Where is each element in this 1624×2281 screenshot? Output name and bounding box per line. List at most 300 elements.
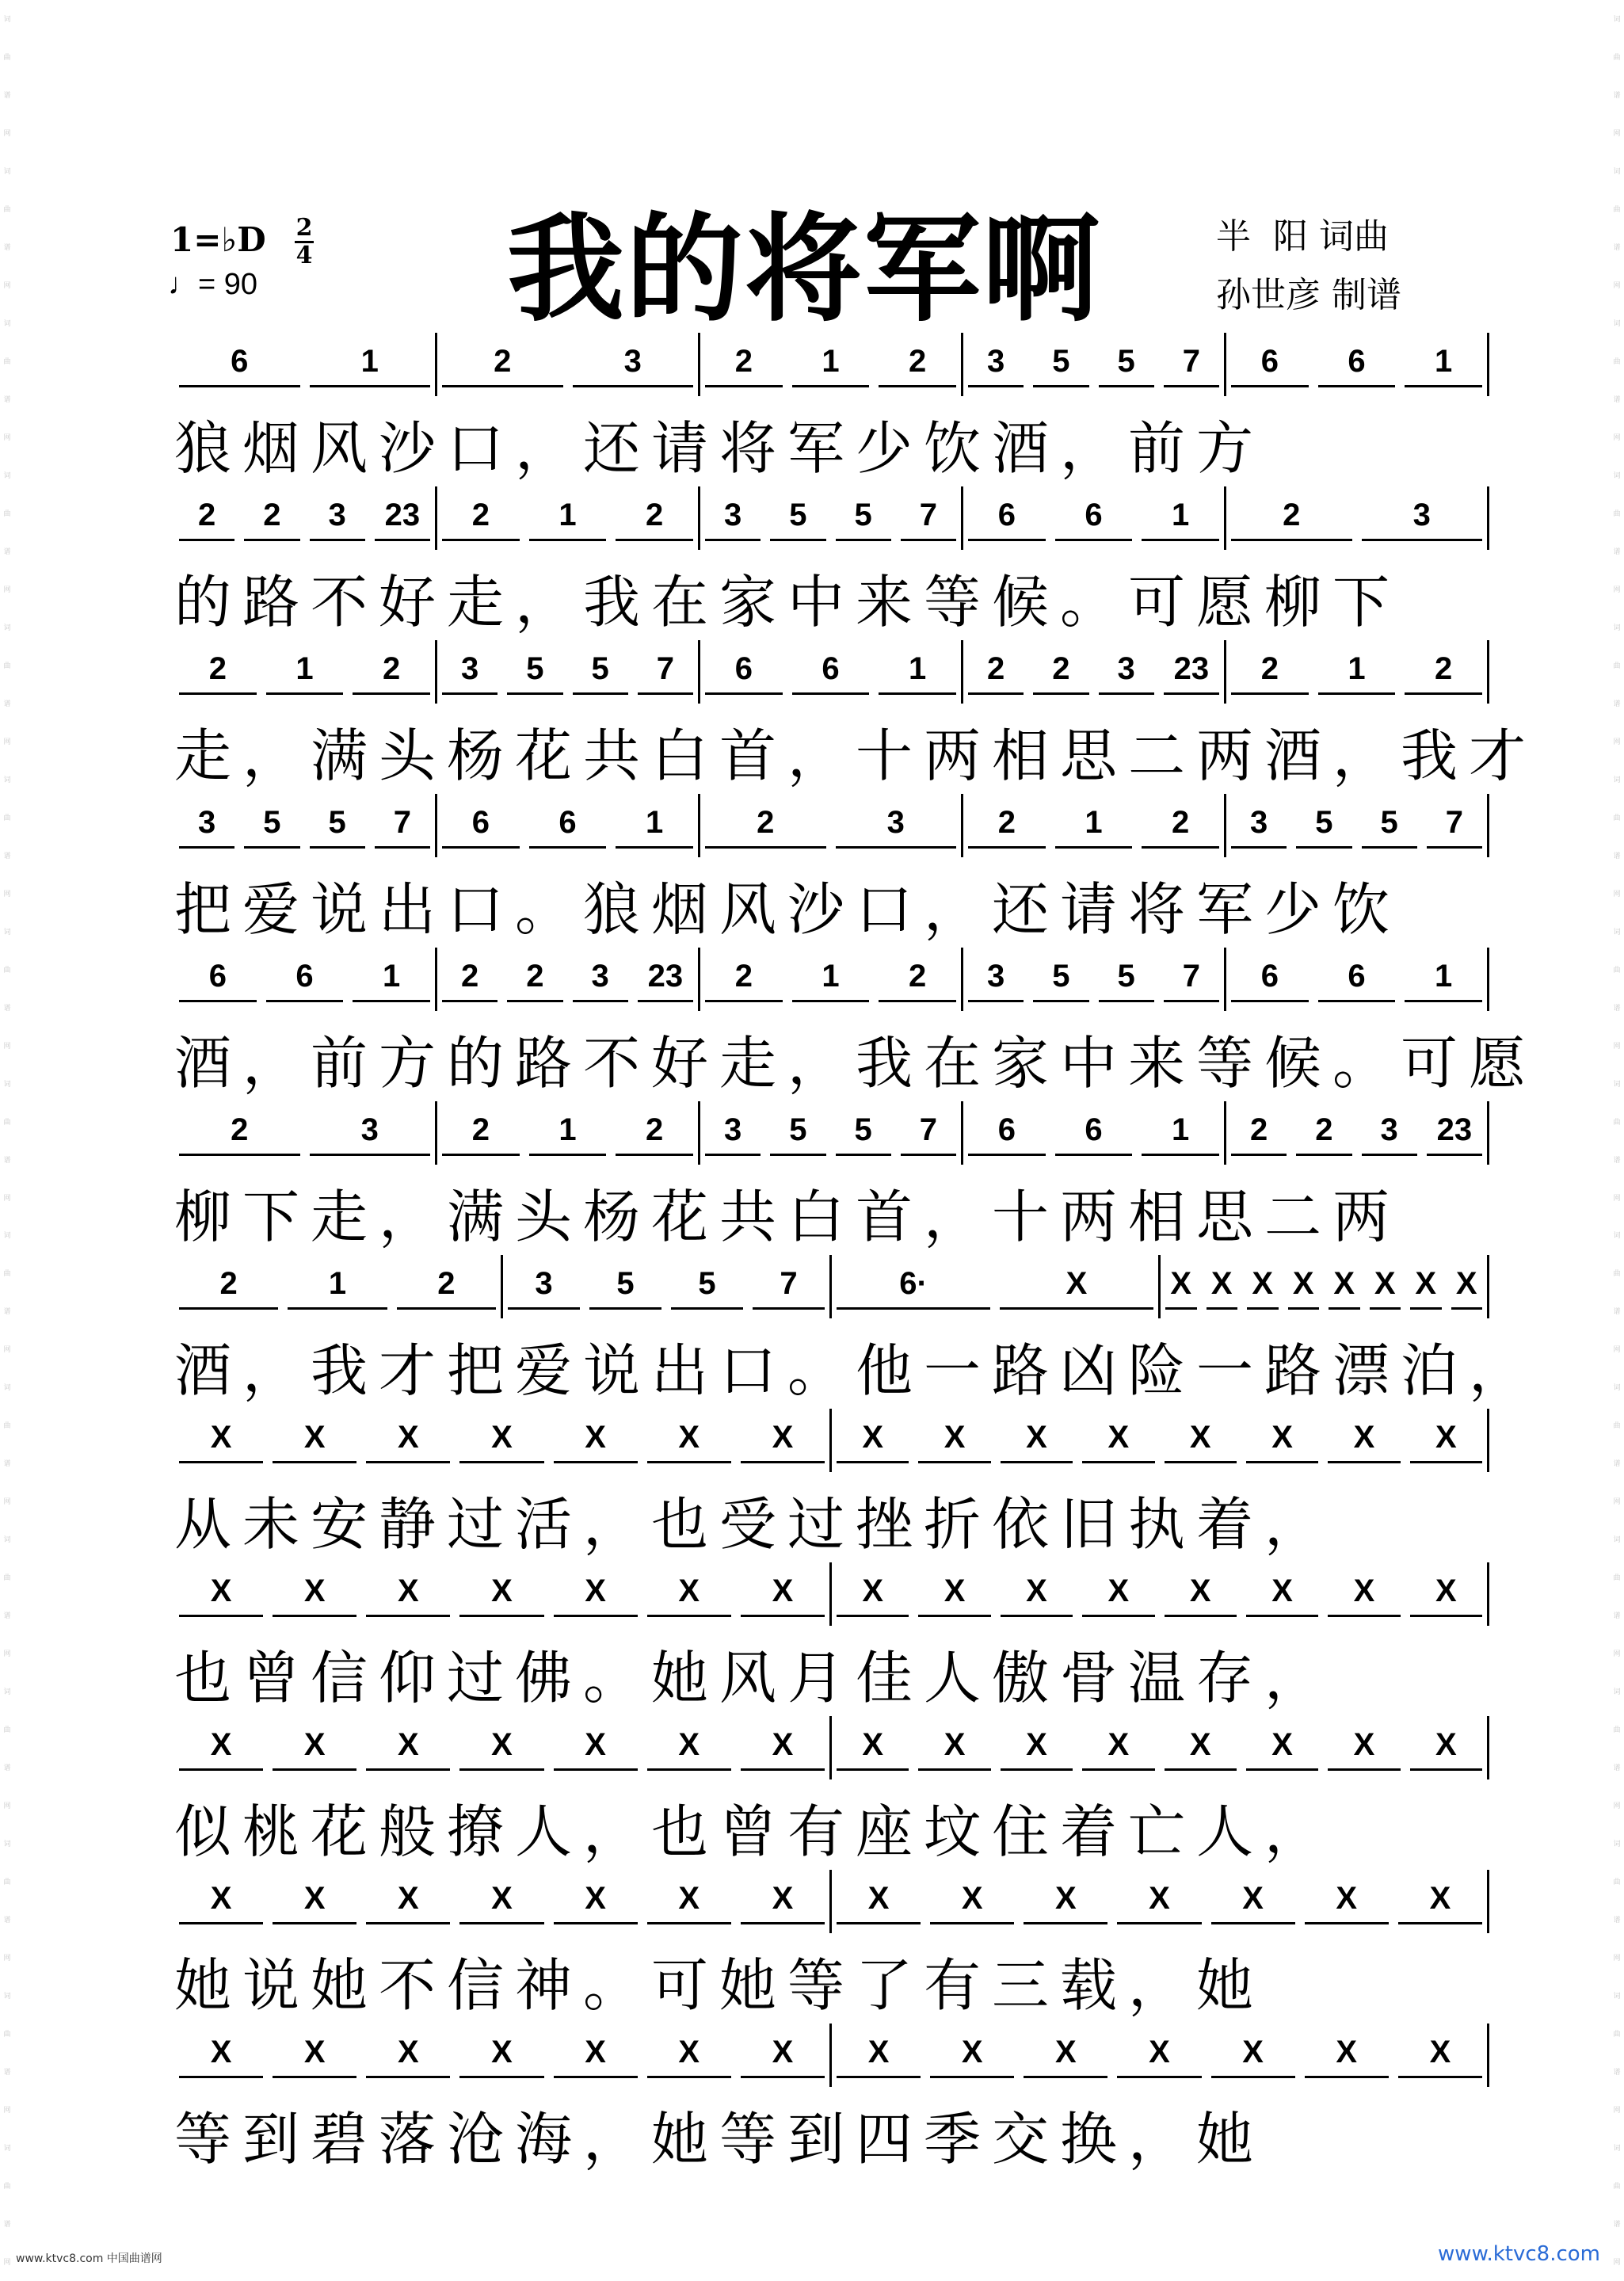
side-watermark-mark: 曲 — [1613, 1878, 1621, 1886]
note: 6 — [174, 948, 261, 1011]
measure — [174, 2024, 832, 2087]
measure — [174, 1255, 503, 1318]
note: 23 — [1422, 1101, 1487, 1165]
lyrics-line: 把爱说出口。狼烟风沙口，还请将军少饮 — [174, 876, 1401, 943]
side-watermark-mark: 词 — [3, 1232, 11, 1241]
note: 1 — [305, 333, 436, 396]
side-watermark-mark: 词 — [3, 1080, 11, 1089]
note: 3 — [700, 486, 765, 550]
side-watermark-mark: 谱 — [3, 244, 11, 253]
side-watermark-mark: 曲 — [1613, 814, 1621, 822]
measure — [174, 1101, 437, 1165]
side-watermark-mark: 词 — [1613, 1384, 1621, 1393]
side-watermark-mark: 词 — [3, 1840, 11, 1848]
note: 6 — [963, 486, 1050, 550]
note: 5 — [585, 1255, 666, 1318]
note: 1 — [283, 1255, 391, 1318]
notation-line — [174, 1101, 1489, 1165]
notation-line — [174, 1716, 1489, 1779]
time-signature — [292, 216, 317, 269]
note: X — [1077, 1562, 1159, 1626]
note: 7 — [896, 1101, 961, 1165]
note: 5 — [1291, 794, 1356, 857]
side-watermark-mark: 曲 — [3, 814, 11, 822]
side-watermark-mark: 曲 — [3, 510, 11, 519]
side-watermark-mark: 曲 — [1613, 1422, 1621, 1431]
note: X — [361, 2024, 455, 2087]
note: X — [1323, 1562, 1405, 1626]
side-watermark-mark: 网 — [1613, 890, 1621, 898]
note: 5 — [239, 794, 304, 857]
note: 2 — [174, 486, 239, 550]
note: 1 — [787, 948, 875, 1011]
side-watermark-mark: 网 — [1613, 2258, 1621, 2267]
side-watermark-mark: 曲 — [3, 2182, 11, 2191]
measure — [437, 640, 700, 704]
side-watermark-mark: 网 — [1613, 1802, 1621, 1811]
note: 6 — [261, 948, 349, 1011]
notation-line — [174, 2024, 1489, 2087]
note: X — [736, 1409, 829, 1472]
side-watermark-mark: 网 — [1613, 1346, 1621, 1355]
note: 3 — [1226, 794, 1291, 857]
measure — [963, 486, 1226, 550]
note: X — [832, 1409, 913, 1472]
side-watermark-mark: 词 — [1613, 320, 1621, 329]
side-watermark-mark: 网 — [1613, 1954, 1621, 1962]
note: 2 — [700, 333, 787, 396]
side-watermark-mark: 谱 — [3, 1004, 11, 1013]
side-watermark-mark: 谱 — [1613, 1308, 1621, 1317]
side-watermark-mark: 谱 — [1613, 1004, 1621, 1013]
side-watermark-mark: 词 — [1613, 1840, 1621, 1848]
note: X — [1241, 1716, 1323, 1779]
note: X — [913, 1409, 995, 1472]
lyrics-line: 她说她不信神。可她等了有三载，她 — [174, 1952, 1265, 2019]
side-watermark-mark: 词 — [3, 2144, 11, 2153]
note: X — [549, 1562, 642, 1626]
side-watermark-mark: 曲 — [3, 1878, 11, 1886]
side-watermark-mark: 词 — [3, 776, 11, 784]
side-watermark-mark: 词 — [1613, 16, 1621, 25]
note: 7 — [1422, 794, 1487, 857]
note: 23 — [370, 486, 435, 550]
side-watermark-mark: 曲 — [3, 358, 11, 367]
note: 5 — [1357, 794, 1422, 857]
note: 2 — [1137, 794, 1224, 857]
side-watermark-mark: 网 — [3, 2106, 11, 2115]
side-watermark-mark: 谱 — [3, 1308, 11, 1317]
note: X — [642, 1562, 736, 1626]
note: X — [1077, 1716, 1159, 1779]
side-watermark-mark: 网 — [1613, 130, 1621, 139]
note: 3 — [437, 640, 502, 704]
note: X — [455, 1716, 548, 1779]
note: X — [1300, 1870, 1393, 1933]
measure — [437, 333, 700, 396]
side-watermark-mark: 曲 — [3, 2030, 11, 2039]
note: X — [642, 1870, 736, 1933]
lyrics-line: 走，满头杨花共白首，十两相思二两酒，我才 — [174, 723, 1538, 789]
note: 6 — [524, 794, 612, 857]
lyrics-music-credit: 半 阳 词曲 — [1216, 216, 1389, 257]
note: 3 — [503, 1255, 585, 1318]
side-watermark-mark: 词 — [1613, 1080, 1621, 1089]
note: X — [1241, 1409, 1323, 1472]
note: X — [642, 1409, 736, 1472]
side-watermark-mark: 曲 — [3, 54, 11, 63]
note: 2 — [437, 486, 524, 550]
measure — [832, 1716, 1489, 1779]
side-watermark-mark: 曲 — [1613, 1574, 1621, 1583]
note: 6 — [1050, 486, 1138, 550]
measure — [174, 1409, 832, 1472]
note: 3 — [1357, 1101, 1422, 1165]
measure — [1226, 640, 1489, 704]
side-watermark-mark: 曲 — [1613, 1270, 1621, 1279]
note: X — [1241, 1562, 1323, 1626]
side-watermark-mark: 网 — [3, 586, 11, 595]
side-watermark-mark: 谱 — [1613, 2220, 1621, 2229]
side-watermark-mark: 谱 — [3, 396, 11, 405]
note: 7 — [370, 794, 435, 857]
note: X — [549, 1870, 642, 1933]
notation-line — [174, 948, 1489, 1011]
key-signature: 1=♭D — [170, 220, 266, 259]
side-watermark-mark: 网 — [3, 1954, 11, 1962]
measure — [437, 1101, 700, 1165]
note: X — [361, 1409, 455, 1472]
note: X — [1365, 1255, 1406, 1318]
side-watermark-mark: 曲 — [3, 662, 11, 670]
note: 2 — [174, 1255, 283, 1318]
measure — [832, 1870, 1489, 1933]
side-watermark-mark: 网 — [1613, 434, 1621, 443]
note: 2 — [392, 1255, 501, 1318]
note: 5 — [666, 1255, 748, 1318]
note: 5 — [765, 1101, 830, 1165]
side-watermark-mark: 谱 — [3, 700, 11, 708]
lyrics-line: 的路不好走，我在家中来等候。可愿柳下 — [174, 569, 1401, 635]
note: 1 — [524, 1101, 612, 1165]
note: 6 — [700, 640, 787, 704]
measure — [1226, 948, 1489, 1011]
side-watermark-mark: 网 — [3, 282, 11, 291]
side-watermark-mark: 网 — [3, 1346, 11, 1355]
side-watermark-mark: 谱 — [3, 1460, 11, 1469]
notation-line — [174, 1870, 1489, 1933]
note: 2 — [174, 1101, 305, 1165]
measure — [963, 333, 1226, 396]
notation-line — [174, 640, 1489, 704]
note: 7 — [748, 1255, 829, 1318]
note: 1 — [261, 640, 349, 704]
note: X — [1447, 1255, 1488, 1318]
note: 2 — [1028, 640, 1093, 704]
note: 6 — [1226, 948, 1313, 1011]
side-watermark-mark: 词 — [1613, 2144, 1621, 2153]
notation-line — [174, 1255, 1489, 1318]
side-watermark-mark: 谱 — [1613, 852, 1621, 860]
note: X — [996, 1562, 1077, 1626]
lyrics-line: 酒，我才把爱说出口。他一路凶险一路漂泊， — [174, 1337, 1538, 1404]
note: 1 — [348, 948, 435, 1011]
footer-watermark-right: www.ktvc8.com — [1438, 2242, 1600, 2266]
note: X — [1323, 1409, 1405, 1472]
note: 3 — [305, 1101, 436, 1165]
note: X — [1405, 1716, 1487, 1779]
side-watermark-mark: 词 — [1613, 1688, 1621, 1697]
lyrics-line: 酒，前方的路不好走，我在家中来等候。可愿 — [174, 1030, 1538, 1097]
side-watermark-mark: 谱 — [3, 2220, 11, 2229]
side-watermark-mark: 曲 — [1613, 510, 1621, 519]
measure — [700, 794, 963, 857]
lyrics-line: 从未安静过活，也受过挫折依旧执着， — [174, 1491, 1333, 1558]
side-watermark-mark: 网 — [3, 1194, 11, 1203]
note: 5 — [305, 794, 370, 857]
note: 5 — [831, 1101, 896, 1165]
measure — [174, 333, 437, 396]
side-watermark-mark: 词 — [1613, 168, 1621, 177]
note: X — [174, 1870, 268, 1933]
note: 2 — [700, 948, 787, 1011]
left-watermark-strip — [2, 0, 13, 2281]
side-watermark-mark: 词 — [1613, 1536, 1621, 1545]
note: 6· — [832, 1255, 995, 1318]
side-watermark-mark: 网 — [3, 738, 11, 746]
time-signature-top: 2 — [295, 214, 313, 242]
note: X — [1323, 1716, 1405, 1779]
note: 7 — [896, 486, 961, 550]
note: 5 — [1094, 333, 1159, 396]
note: X — [1077, 1409, 1159, 1472]
note: 6 — [437, 794, 524, 857]
note: X — [361, 1716, 455, 1779]
note: 6 — [1313, 948, 1401, 1011]
note: 5 — [1028, 948, 1093, 1011]
notation-line — [174, 486, 1489, 550]
note: X — [1393, 2024, 1487, 2087]
side-watermark-mark: 曲 — [1613, 966, 1621, 975]
side-watermark-mark: 词 — [3, 320, 11, 329]
side-watermark-mark: 谱 — [1613, 396, 1621, 405]
measure — [700, 1101, 963, 1165]
note: X — [1160, 1409, 1241, 1472]
note: 23 — [1159, 640, 1224, 704]
note: X — [1202, 1255, 1243, 1318]
side-watermark-mark: 谱 — [1613, 244, 1621, 253]
note: X — [455, 1870, 548, 1933]
note: 2 — [1226, 1101, 1291, 1165]
note: X — [642, 1716, 736, 1779]
measure — [963, 794, 1226, 857]
measure — [1226, 333, 1489, 396]
note: 23 — [633, 948, 698, 1011]
side-watermark-mark: 谱 — [3, 852, 11, 860]
side-watermark-mark: 网 — [1613, 282, 1621, 291]
note: X — [832, 1716, 913, 1779]
measure — [174, 1562, 832, 1626]
note: X — [832, 2024, 925, 2087]
side-watermark-mark: 谱 — [3, 1612, 11, 1621]
note: X — [1207, 1870, 1300, 1933]
note: 5 — [765, 486, 830, 550]
side-watermark-mark: 谱 — [3, 1764, 11, 1773]
side-watermark-mark: 谱 — [3, 2068, 11, 2077]
note: 6 — [787, 640, 875, 704]
note: X — [832, 1562, 913, 1626]
side-watermark-mark: 网 — [1613, 738, 1621, 746]
note: 3 — [568, 948, 633, 1011]
note: X — [268, 1409, 361, 1472]
side-watermark-mark: 网 — [3, 1650, 11, 1659]
tempo-marking: ♩= 90 — [168, 268, 258, 301]
measure — [174, 948, 437, 1011]
side-watermark-mark: 词 — [1613, 472, 1621, 481]
note: 1 — [787, 333, 875, 396]
side-watermark-mark: 曲 — [1613, 358, 1621, 367]
notation-line — [174, 1562, 1489, 1626]
note: 2 — [239, 486, 304, 550]
note: 3 — [1357, 486, 1488, 550]
note: X — [925, 2024, 1019, 2087]
side-watermark-mark: 网 — [3, 434, 11, 443]
measure — [963, 948, 1226, 1011]
side-watermark-mark: 谱 — [1613, 548, 1621, 557]
side-watermark-mark: 曲 — [3, 1726, 11, 1735]
side-watermark-mark: 谱 — [1613, 1612, 1621, 1621]
side-watermark-mark: 网 — [3, 1498, 11, 1507]
time-signature-bottom: 4 — [295, 242, 313, 269]
side-watermark-mark: 谱 — [3, 1916, 11, 1924]
note: 7 — [1159, 948, 1224, 1011]
side-watermark-mark: 网 — [3, 130, 11, 139]
side-watermark-mark: 网 — [3, 890, 11, 898]
note: 1 — [874, 640, 961, 704]
note: 2 — [611, 1101, 698, 1165]
side-watermark-mark: 谱 — [1613, 1460, 1621, 1469]
note: X — [174, 1409, 268, 1472]
note: X — [361, 1870, 455, 1933]
note: 1 — [1137, 1101, 1224, 1165]
note: X — [361, 1562, 455, 1626]
note: X — [455, 1562, 548, 1626]
note: 7 — [633, 640, 698, 704]
note: 3 — [831, 794, 962, 857]
note: 3 — [700, 1101, 765, 1165]
transcriber-credit: 孙世彦 制谱 — [1216, 275, 1401, 315]
side-watermark-mark: 曲 — [3, 206, 11, 215]
note: 7 — [1159, 333, 1224, 396]
note: X — [1112, 2024, 1206, 2087]
note: 2 — [1226, 640, 1313, 704]
measure — [503, 1255, 832, 1318]
note: 5 — [1094, 948, 1159, 1011]
note: X — [1405, 1562, 1487, 1626]
side-watermark-mark: 词 — [3, 1384, 11, 1393]
note: 2 — [611, 486, 698, 550]
right-watermark-strip — [1611, 0, 1622, 2281]
note: 1 — [611, 794, 698, 857]
note: 1 — [1137, 486, 1224, 550]
measure — [1161, 1255, 1489, 1318]
side-watermark-mark: 词 — [3, 168, 11, 177]
note: 6 — [963, 1101, 1050, 1165]
note: X — [913, 1716, 995, 1779]
note: X — [736, 1716, 829, 1779]
lyrics-line: 狼烟风沙口，还请将军少饮酒，前方 — [174, 415, 1265, 482]
measure — [832, 1409, 1489, 1472]
measure — [963, 1101, 1226, 1165]
note: X — [1207, 2024, 1300, 2087]
side-watermark-mark: 曲 — [3, 1270, 11, 1279]
note: X — [1283, 1255, 1325, 1318]
measure — [437, 486, 700, 550]
side-watermark-mark: 词 — [1613, 624, 1621, 632]
measure — [174, 794, 437, 857]
footer-watermark-left: www.ktvc8.com 中国曲谱网 — [16, 2252, 162, 2265]
measure — [174, 1870, 832, 1933]
note: X — [174, 1716, 268, 1779]
side-watermark-mark: 曲 — [1613, 1118, 1621, 1127]
note: 5 — [502, 640, 567, 704]
side-watermark-mark: 曲 — [1613, 2182, 1621, 2191]
side-watermark-mark: 网 — [1613, 1194, 1621, 1203]
side-watermark-mark: 曲 — [1613, 662, 1621, 670]
note: 2 — [437, 948, 502, 1011]
note: 1 — [1050, 794, 1138, 857]
note: X — [1300, 2024, 1393, 2087]
side-watermark-mark: 词 — [3, 624, 11, 632]
note: 6 — [1313, 333, 1401, 396]
side-watermark-mark: 曲 — [3, 1118, 11, 1127]
note: X — [736, 1870, 829, 1933]
side-watermark-mark: 曲 — [1613, 206, 1621, 215]
measure — [437, 948, 700, 1011]
note: X — [913, 1562, 995, 1626]
side-watermark-mark: 网 — [1613, 2106, 1621, 2115]
note: 6 — [1226, 333, 1313, 396]
note: 1 — [1400, 333, 1487, 396]
side-watermark-mark: 曲 — [3, 966, 11, 975]
note: X — [174, 2024, 268, 2087]
side-watermark-mark: 词 — [3, 16, 11, 25]
note: 1 — [1400, 948, 1487, 1011]
measure — [1226, 486, 1489, 550]
note: 2 — [1400, 640, 1487, 704]
note: 1 — [1313, 640, 1401, 704]
note: 2 — [502, 948, 567, 1011]
lyrics-line: 柳下走，满头杨花共白首，十两相思二两 — [174, 1184, 1401, 1250]
side-watermark-mark: 谱 — [1613, 700, 1621, 708]
side-watermark-mark: 网 — [3, 1042, 11, 1051]
note: X — [1160, 1562, 1241, 1626]
measure — [832, 2024, 1489, 2087]
note: 2 — [874, 948, 961, 1011]
note: X — [736, 2024, 829, 2087]
note: X — [174, 1562, 268, 1626]
note: 2 — [1226, 486, 1357, 550]
measure — [963, 640, 1226, 704]
note: X — [268, 1562, 361, 1626]
side-watermark-mark: 曲 — [1613, 1726, 1621, 1735]
note: X — [996, 1409, 1077, 1472]
note: X — [1242, 1255, 1283, 1318]
measure — [700, 333, 963, 396]
note: 2 — [963, 794, 1050, 857]
measure — [832, 1562, 1489, 1626]
note: 6 — [174, 333, 305, 396]
